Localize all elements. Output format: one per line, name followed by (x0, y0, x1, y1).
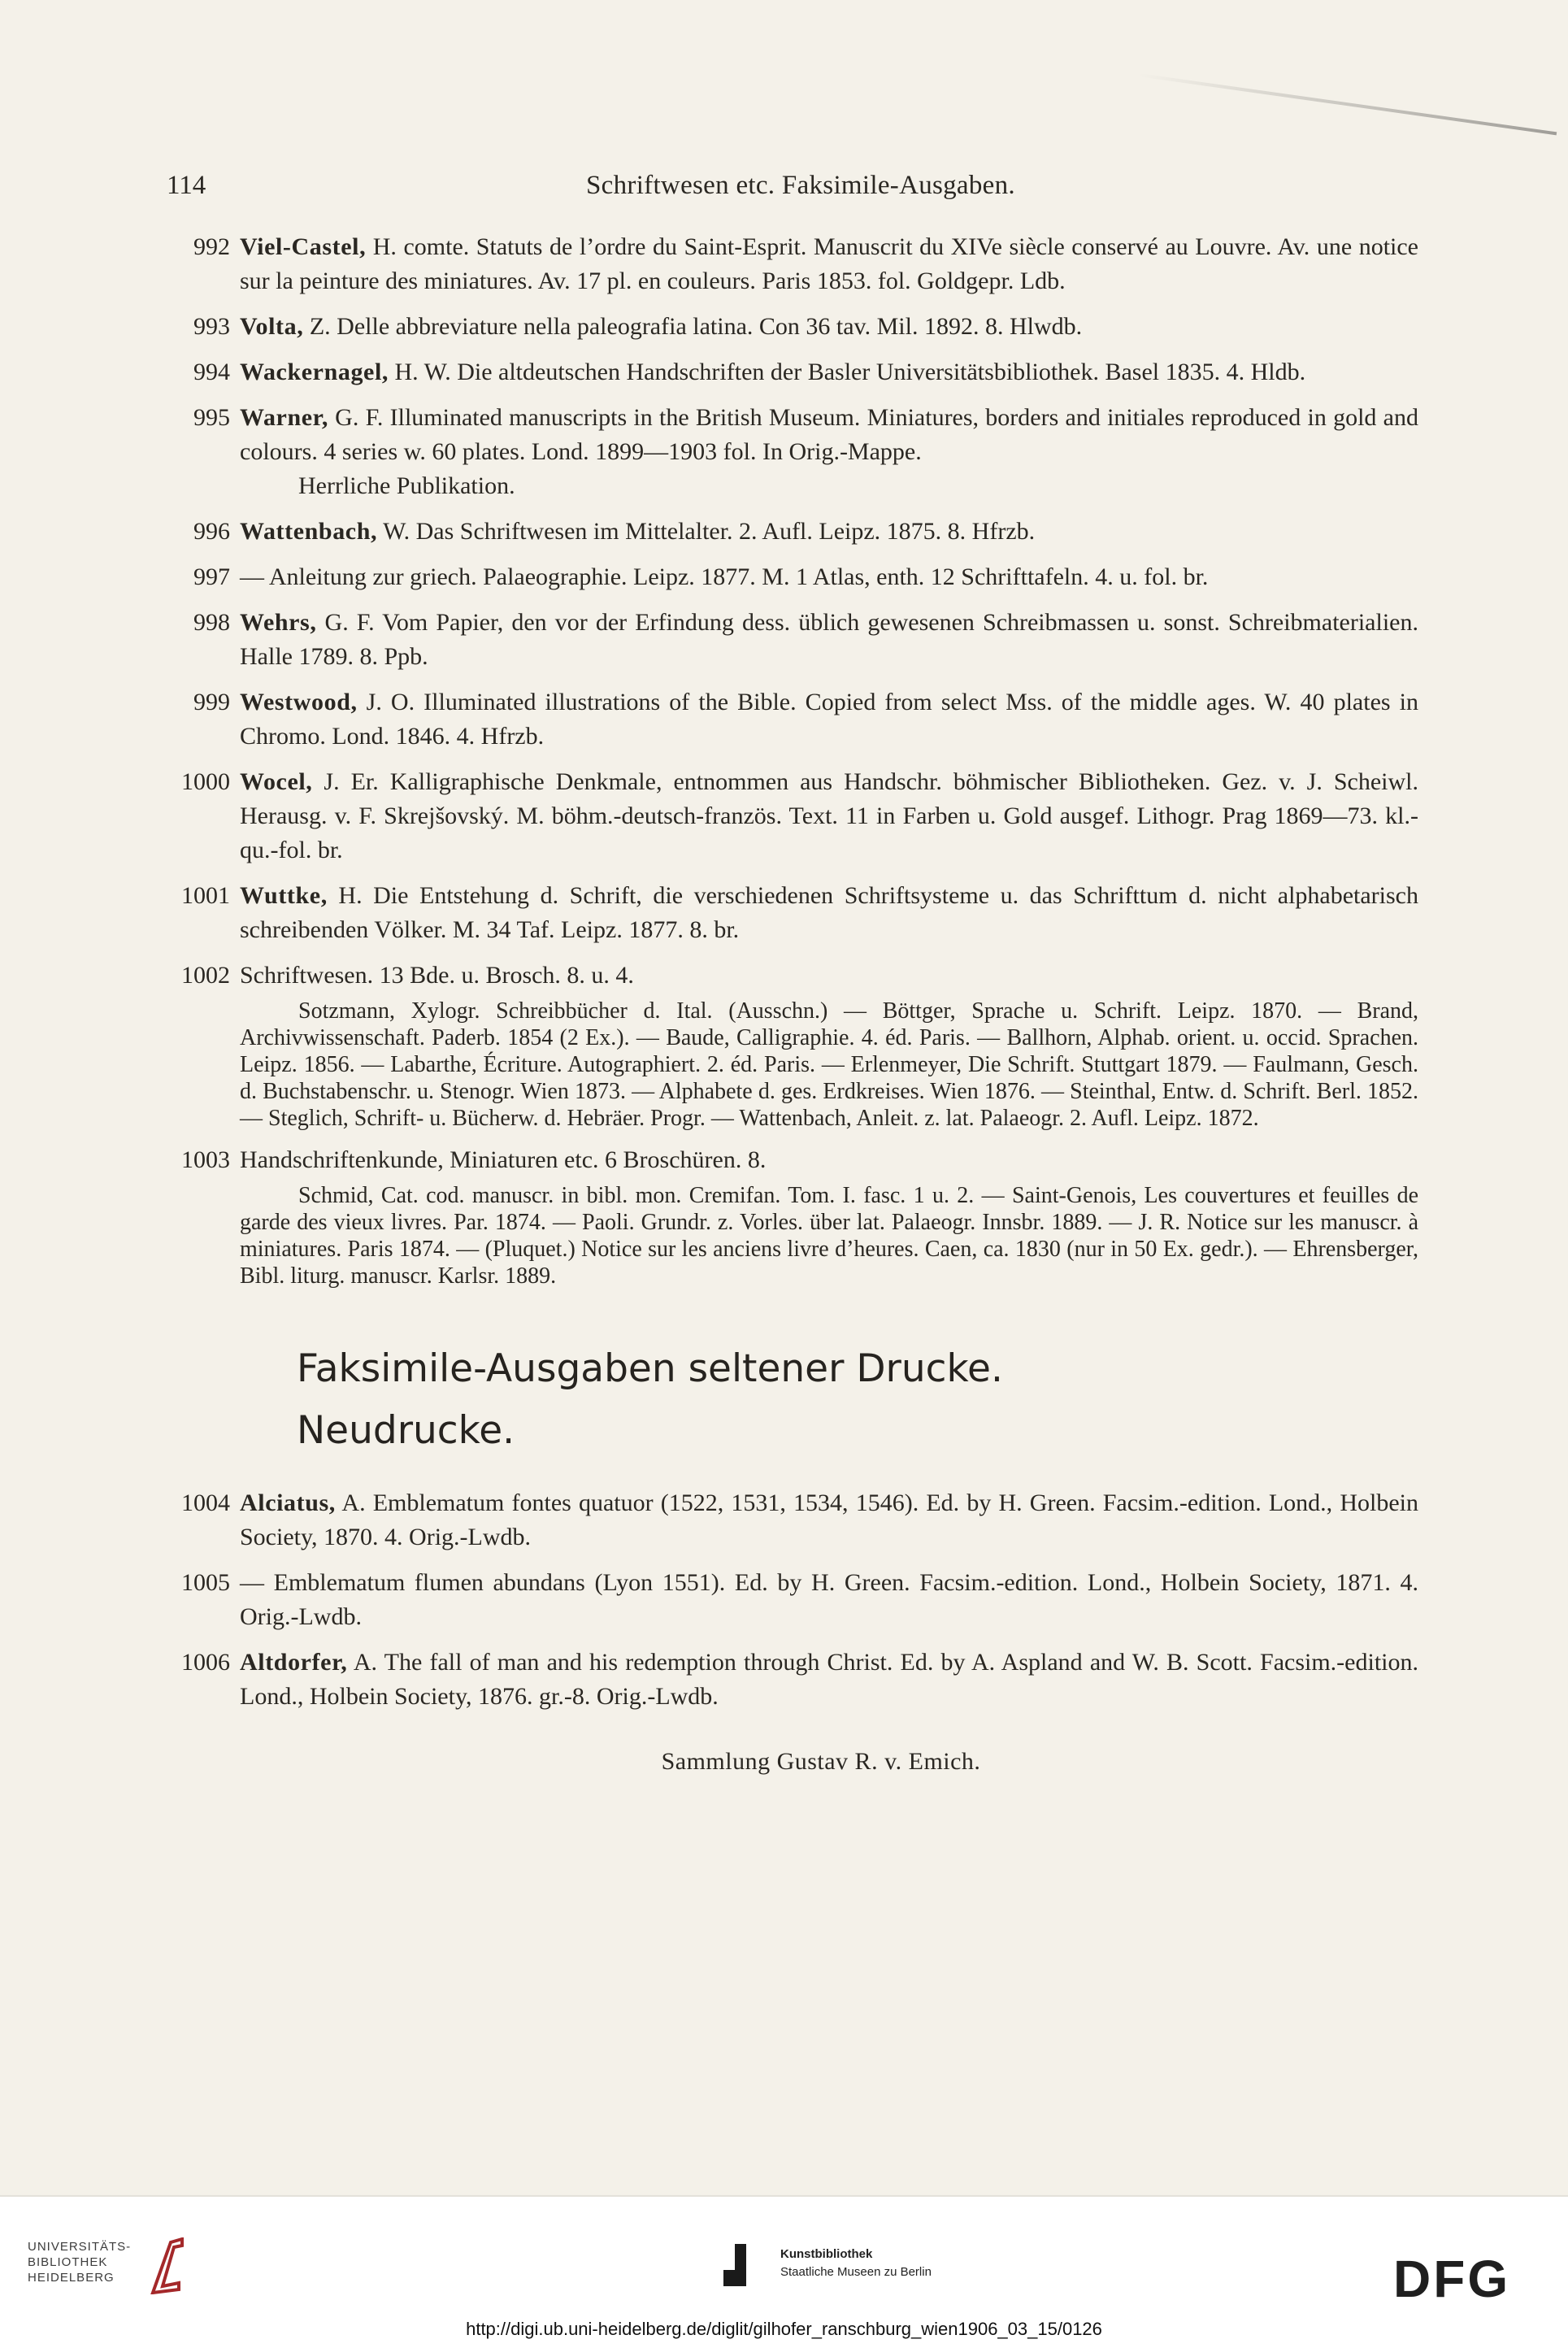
entry-body (240, 685, 1418, 754)
entry-author: Warner, (240, 404, 328, 431)
entry-text: W. Das Schriftwesen im Mittelalter. 2. Aufl. Leipz. 1875. 8. Hfrzb. (377, 518, 1036, 545)
entry-number: 999 (193, 689, 230, 715)
entry-body (240, 959, 1418, 993)
kunstbibliothek-logo-icon (720, 2241, 753, 2289)
heidelberg-library-logo[interactable] (28, 2239, 131, 2285)
kb-name: Kunstbibliothek (780, 2247, 873, 2261)
entry-text: J. Er. Kalligraphische Denkmale, entnommen aus Handschr. böhmischer Bibliotheken. Gez. v. J. Scheiwl. Herausg. v. F. Skrejšovský. M. böhm.-deutsch-französ. Text. 11 in Farben u. Gold ausgef. Lithogr. Prag 1869—73. kl.-qu.-fol. br. (240, 768, 1418, 863)
collection-note: Sammlung Gustav R. v. Emich. (661, 1748, 981, 1775)
catalogue-entry (159, 879, 1418, 947)
scan-artifact-line (1138, 73, 1557, 135)
entry-note: Herrliche Publikation. (298, 472, 515, 499)
section-heading-line2: Neudrucke. (297, 1408, 515, 1453)
entry-body (240, 1486, 1418, 1554)
entry-author: Volta, (240, 313, 304, 340)
entry-number: 994 (193, 359, 230, 385)
entry-body (240, 1143, 1418, 1177)
heidelberg-mark-icon (146, 2237, 185, 2294)
catalogue-entry (159, 515, 1418, 549)
entry-list-schriftwesen (159, 230, 1418, 1289)
entry-text: Schriftwesen. 13 Bde. u. Brosch. 8. u. 4. (240, 962, 634, 989)
entry-body (240, 515, 1418, 549)
entry-number: 1004 (181, 1489, 230, 1516)
digitization-footer (0, 2195, 1568, 2348)
entry-author: Wattenbach, (240, 518, 378, 545)
entry-text: J. O. Illuminated illustrations of the Bible. Copied from select Mss. of the middle ages. W. 40 plates in Chromo. Lond. 1846. 4. Hfrzb. (240, 689, 1418, 750)
entry-body (240, 560, 1418, 594)
catalogue-entry (159, 355, 1418, 389)
entry-text: — Emblematum flumen abundans (Lyon 1551). Ed. by H. Green. Facsim.-edition. Lond., Holbein Society, 1871. 4. Orig.-Lwdb. (240, 1569, 1418, 1630)
logo-line2: BIBLIOTHEK (28, 2255, 108, 2269)
source-url[interactable]: http://digi.ub.uni-heidelberg.de/diglit/gilhofer_ranschburg_wien1906_03_15/0126 (466, 2319, 1102, 2339)
catalogue-entry (159, 401, 1418, 503)
logo-line1: UNIVERSITÄTS- (28, 2240, 132, 2254)
entry-list-faksimile (159, 1486, 1418, 1714)
entry-author: Wackernagel, (240, 359, 389, 385)
entry-text: G. F. Vom Papier, den vor der Erfindung dess. üblich gewesenen Schreibmassen u. sonst. Schreibmaterialien. Halle 1789. 8. Ppb. (240, 609, 1418, 670)
catalogue-entry (159, 230, 1418, 298)
entry-author: Wehrs, (240, 609, 317, 636)
logo-line3: HEIDELBERG (28, 2271, 115, 2285)
catalogue-entry (159, 959, 1418, 1132)
entry-number: 1000 (181, 768, 230, 795)
entry-author: Viel-Castel, (240, 233, 367, 260)
catalogue-entry (159, 685, 1418, 754)
entry-number: 1006 (181, 1649, 230, 1676)
catalogue-entry (159, 1566, 1418, 1634)
entry-number: 997 (193, 563, 230, 590)
page-header (167, 171, 1435, 211)
entry-number: 993 (193, 313, 230, 340)
entry-number: 998 (193, 609, 230, 636)
kb-subtitle: Staatliche Museen zu Berlin (780, 2265, 932, 2279)
catalogue-entry (159, 560, 1418, 594)
entry-author: Alciatus, (240, 1489, 336, 1516)
kunstbibliothek-label[interactable] (780, 2246, 932, 2281)
entry-body (240, 230, 1418, 298)
entry-number: 1002 (181, 962, 230, 989)
entry-author: Westwood, (240, 689, 358, 715)
running-title: Schriftwesen etc. Faksimile-Ausgaben. (586, 171, 1015, 200)
entry-author: Altdorfer, (240, 1649, 348, 1676)
entry-number: 1005 (181, 1569, 230, 1596)
entry-author: Wocel, (240, 768, 313, 795)
entry-text: A. The fall of man and his redemption through Christ. Ed. by A. Aspland and W. B. Scott. Facsim.-edition. Lond., Holbein Society, 1876. gr.-8. Orig.-Lwdb. (240, 1649, 1418, 1710)
entry-number: 1003 (181, 1146, 230, 1173)
page-number: 114 (167, 171, 206, 200)
catalogue-entry (159, 765, 1418, 867)
entry-body (240, 310, 1418, 344)
entry-number: 992 (193, 233, 230, 260)
catalogue-entry (159, 310, 1418, 344)
entry-text: H. Die Entstehung d. Schrift, die verschiedenen Schriftsysteme u. das Schrifttum d. nicht alphabetarisch schreibenden Völker. M. 34 Taf. Leipz. 1877. 8. br. (240, 882, 1418, 943)
entry-number: 995 (193, 404, 230, 431)
catalogue-content (159, 230, 1418, 1776)
dfg-logo[interactable]: DFG (1393, 2250, 1511, 2308)
entry-text: H. W. Die altdeutschen Handschriften der Basler Universitätsbibliothek. Basel 1835. 4. Hldb. (389, 359, 1306, 385)
entry-text: H. comte. Statuts de l’ordre du Saint-Esprit. Manuscrit du XIVe siècle conservé au Louvre. Av. une notice sur la peinture des miniatures. Av. 17 pl. en couleurs. Paris 1853. fol. Goldgepr. Ldb. (240, 233, 1418, 294)
entry-text: Z. Delle abbreviature nella paleografia latina. Con 36 tav. Mil. 1892. 8. Hlwdb. (303, 313, 1083, 340)
entry-body (240, 1646, 1418, 1714)
entry-text: A. Emblematum fontes quatuor (1522, 1531, 1534, 1546). Ed. by H. Green. Facsim.-edition. Lond., Holbein Society, 1870. 4. Orig.-Lwdb. (240, 1489, 1418, 1550)
entry-number: 1001 (181, 882, 230, 909)
section-heading (159, 1338, 1418, 1462)
entry-body (240, 606, 1418, 674)
section-heading-line1: Faksimile-Ausgaben seltener Drucke. (297, 1346, 1003, 1391)
entry-author: Wuttke, (240, 882, 328, 909)
entry-body (240, 401, 1418, 469)
entry-body (240, 765, 1418, 867)
entry-text: — Anleitung zur griech. Palaeographie. Leipz. 1877. M. 1 Atlas, enth. 12 Schrifttafeln. 4. u. fol. br. (240, 563, 1209, 590)
entry-body (240, 355, 1418, 389)
catalogue-entry (159, 1486, 1418, 1554)
entry-contents: Schmid, Cat. cod. manuscr. in bibl. mon. Cremifan. Tom. I. fasc. 1 u. 2. — Saint-Genois, Les couvertures et feuilles de garde des vieux livres. Par. 1874. — Paoli. Grundr. z. Vorles. über lat. Palaeogr. Innsbr. 1889. — J. R. Notice sur les manuscr. à miniatures. Paris 1874. — (Pluquet.) Notice sur les anciens livre d’heures. Caen, ca. 1830 (nur in 50 Ex. gedr.). — Ehrensberger, Bibl. liturg. manuscr. Karlsr. 1889. (240, 1183, 1418, 1289)
catalogue-entry (159, 1646, 1418, 1714)
entry-body (240, 879, 1418, 947)
entry-text: G. F. Illuminated manuscripts in the British Museum. Miniatures, borders and initiales reproduced in gold and colours. 4 series w. 60 plates. Lond. 1899—1903 fol. In Orig.-Mappe. (240, 404, 1418, 465)
entry-body (240, 1566, 1418, 1634)
catalogue-entry (159, 1143, 1418, 1289)
catalogue-entry (159, 606, 1418, 674)
entry-contents: Sotzmann, Xylogr. Schreibbücher d. Ital. (Ausschn.) — Böttger, Sprache u. Schrift. Leipz. 1870. — Brand, Archivwissenschaft. Paderb. 1854 (2 Ex.). — Baude, Calligraphie. 4. éd. Paris. — Ballhorn, Alphab. orient. u. occid. Sprachen. Leipz. 1856. — Labarthe, Écriture. Autographiert. 2. éd. Paris. — Erlenmeyer, Die Schrift. Stuttgart 1879. — Faulmann, Gesch. d. Buchstabenschr. u. Stenogr. Wien 1873. — Alphabete d. ges. Erdkreises. Wien 1876. — Steinthal, Entw. d. Schrift. Berl. 1852. — Steglich, Schrift- u. Bücherw. d. Hebräer. Progr. — Wattenbach, Anleit. z. lat. Palaeogr. 2. Aufl. Leipz. 1872. (240, 998, 1418, 1131)
entry-text: Handschriftenkunde, Miniaturen etc. 6 Broschüren. 8. (240, 1146, 767, 1173)
entry-number: 996 (193, 518, 230, 545)
